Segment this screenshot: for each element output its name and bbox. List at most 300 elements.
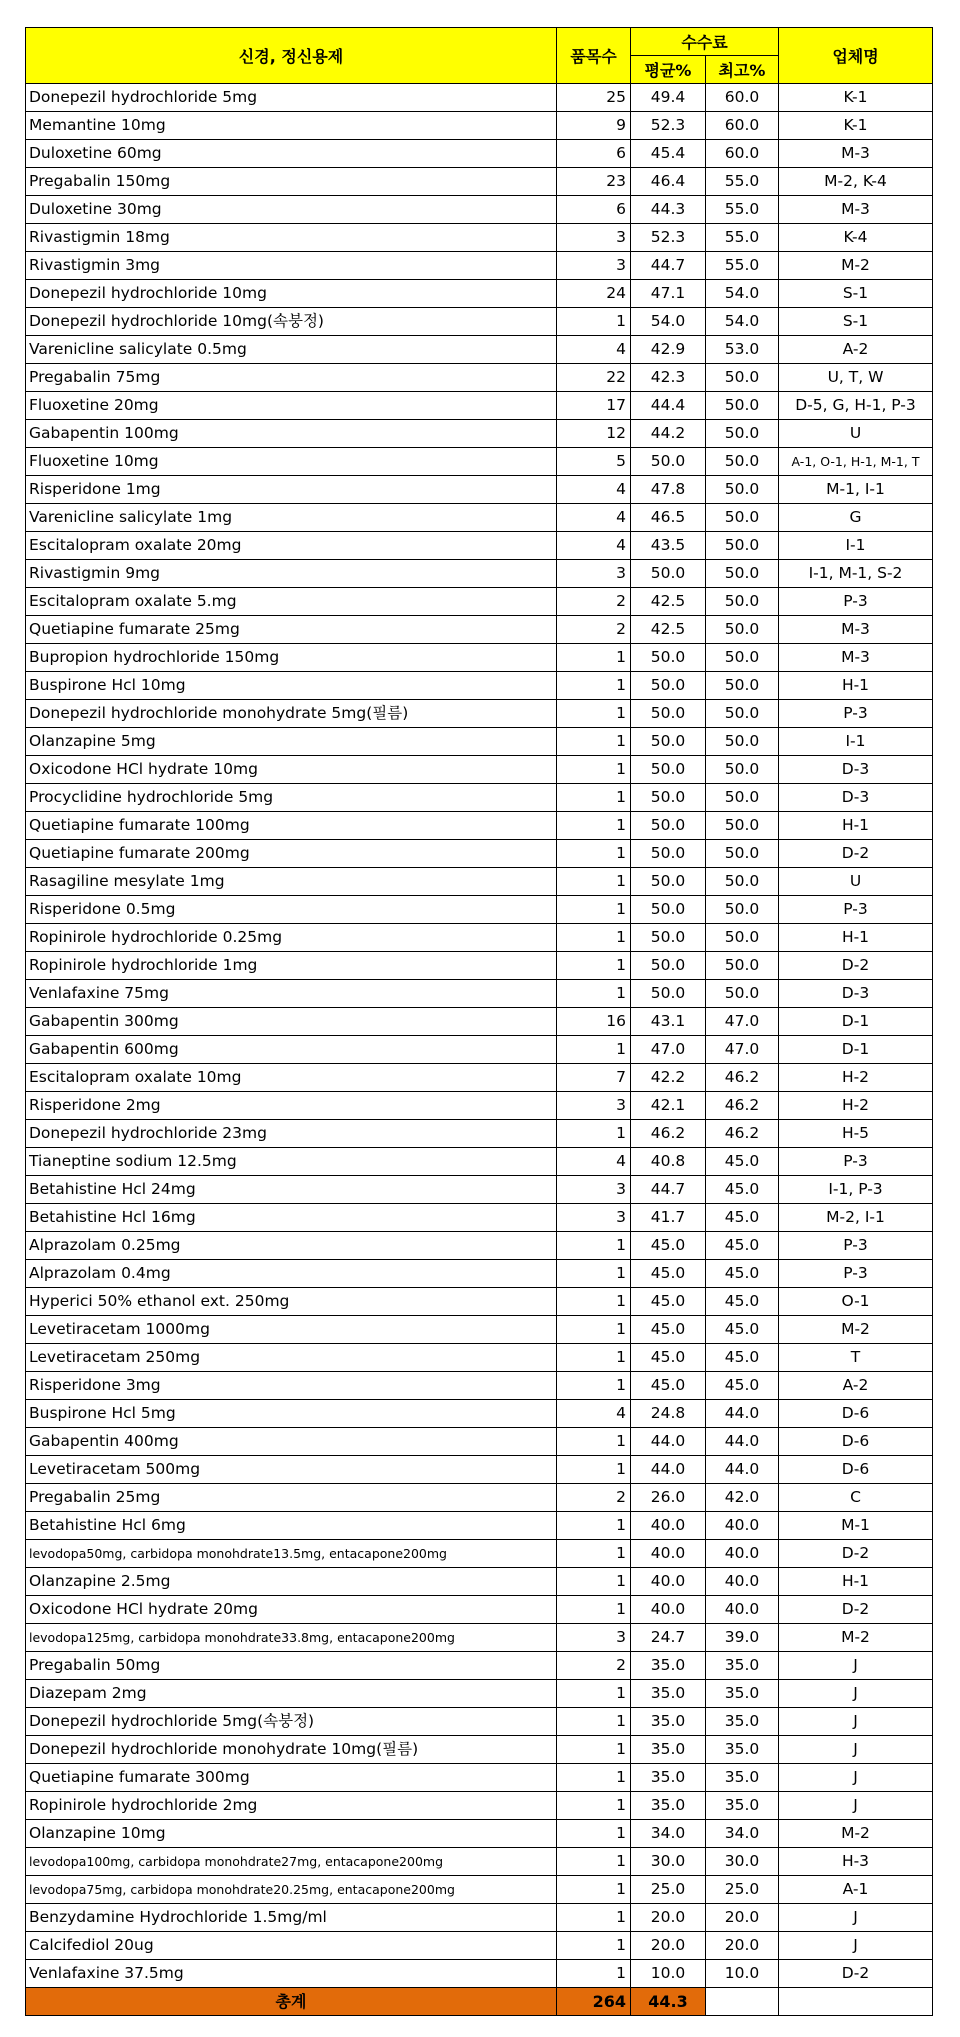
cell-count: 1 xyxy=(557,1736,631,1764)
cell-vendor: J xyxy=(779,1792,933,1820)
cell-avg: 50.0 xyxy=(631,756,706,784)
cell-max: 50.0 xyxy=(706,756,779,784)
cell-max: 50.0 xyxy=(706,896,779,924)
cell-name: Risperidone 1mg xyxy=(26,476,557,504)
cell-avg: 45.0 xyxy=(631,1288,706,1316)
cell-name: Benzydamine Hydrochloride 1.5mg/ml xyxy=(26,1904,557,1932)
cell-vendor: D-2 xyxy=(779,840,933,868)
cell-vendor: K-4 xyxy=(779,224,933,252)
cell-max: 35.0 xyxy=(706,1764,779,1792)
cell-name: levodopa75mg, carbidopa monohdrate20.25mg, entacapone200mg xyxy=(26,1876,557,1904)
cell-count: 1 xyxy=(557,1540,631,1568)
cell-vendor: H-1 xyxy=(779,924,933,952)
table-row xyxy=(26,532,933,560)
cell-avg: 50.0 xyxy=(631,896,706,924)
cell-count: 1 xyxy=(557,1232,631,1260)
cell-max: 45.0 xyxy=(706,1288,779,1316)
cell-vendor: P-3 xyxy=(779,1148,933,1176)
cell-vendor: C xyxy=(779,1484,933,1512)
cell-avg: 44.7 xyxy=(631,252,706,280)
header-category: 신경, 정신용제 xyxy=(26,28,557,84)
cell-name: Levetiracetam 500mg xyxy=(26,1456,557,1484)
table-row xyxy=(26,756,933,784)
cell-avg: 50.0 xyxy=(631,784,706,812)
cell-name: Donepezil hydrochloride 10mg xyxy=(26,280,557,308)
cell-avg: 50.0 xyxy=(631,560,706,588)
cell-count: 4 xyxy=(557,476,631,504)
cell-count: 1 xyxy=(557,1848,631,1876)
table-row xyxy=(26,280,933,308)
cell-avg: 44.4 xyxy=(631,392,706,420)
table-row xyxy=(26,308,933,336)
cell-avg: 50.0 xyxy=(631,644,706,672)
table-row xyxy=(26,1820,933,1848)
cell-count: 4 xyxy=(557,532,631,560)
cell-count: 3 xyxy=(557,252,631,280)
table-row xyxy=(26,1596,933,1624)
cell-count: 1 xyxy=(557,1932,631,1960)
cell-count: 1 xyxy=(557,308,631,336)
table-row xyxy=(26,1792,933,1820)
cell-name: Risperidone 2mg xyxy=(26,1092,557,1120)
table-row xyxy=(26,1540,933,1568)
cell-vendor: H-3 xyxy=(779,1848,933,1876)
cell-name: Duloxetine 60mg xyxy=(26,140,557,168)
cell-max: 50.0 xyxy=(706,784,779,812)
cell-avg: 47.8 xyxy=(631,476,706,504)
cell-avg: 50.0 xyxy=(631,700,706,728)
cell-count: 9 xyxy=(557,112,631,140)
cell-vendor: I-1, P-3 xyxy=(779,1176,933,1204)
table-row xyxy=(26,840,933,868)
cell-count: 1 xyxy=(557,980,631,1008)
cell-count: 17 xyxy=(557,392,631,420)
cell-max: 35.0 xyxy=(706,1680,779,1708)
cell-count: 1 xyxy=(557,1596,631,1624)
cell-max: 44.0 xyxy=(706,1400,779,1428)
cell-avg: 50.0 xyxy=(631,840,706,868)
cell-max: 42.0 xyxy=(706,1484,779,1512)
cell-avg: 35.0 xyxy=(631,1680,706,1708)
cell-avg: 47.0 xyxy=(631,1036,706,1064)
cell-count: 1 xyxy=(557,840,631,868)
cell-max: 50.0 xyxy=(706,672,779,700)
cell-vendor: D-1 xyxy=(779,1036,933,1064)
cell-vendor: M-2 xyxy=(779,1820,933,1848)
cell-avg: 50.0 xyxy=(631,952,706,980)
cell-vendor: U xyxy=(779,420,933,448)
cell-max: 45.0 xyxy=(706,1204,779,1232)
cell-count: 1 xyxy=(557,1428,631,1456)
cell-max: 50.0 xyxy=(706,448,779,476)
cell-count: 22 xyxy=(557,364,631,392)
cell-count: 12 xyxy=(557,420,631,448)
cell-avg: 20.0 xyxy=(631,1932,706,1960)
cell-vendor: D-3 xyxy=(779,756,933,784)
table-row xyxy=(26,1960,933,1988)
table-row xyxy=(26,672,933,700)
cell-name: Fluoxetine 20mg xyxy=(26,392,557,420)
cell-name: Olanzapine 5mg xyxy=(26,728,557,756)
cell-count: 1 xyxy=(557,1764,631,1792)
cell-name: Memantine 10mg xyxy=(26,112,557,140)
table-row xyxy=(26,112,933,140)
cell-name: Pregabalin 75mg xyxy=(26,364,557,392)
cell-vendor: D-6 xyxy=(779,1428,933,1456)
cell-count: 1 xyxy=(557,784,631,812)
cell-count: 1 xyxy=(557,1372,631,1400)
cell-max: 50.0 xyxy=(706,812,779,840)
cell-max: 60.0 xyxy=(706,112,779,140)
cell-avg: 42.1 xyxy=(631,1092,706,1120)
cell-avg: 49.4 xyxy=(631,84,706,112)
cell-count: 1 xyxy=(557,1904,631,1932)
header-fee: 수수료 xyxy=(631,28,779,56)
cell-vendor: J xyxy=(779,1680,933,1708)
cell-vendor: K-1 xyxy=(779,112,933,140)
cell-max: 46.2 xyxy=(706,1064,779,1092)
cell-max: 50.0 xyxy=(706,364,779,392)
header-count: 품목수 xyxy=(557,28,631,84)
table-row xyxy=(26,1652,933,1680)
cell-count: 1 xyxy=(557,1260,631,1288)
cell-count: 1 xyxy=(557,672,631,700)
cell-count: 1 xyxy=(557,896,631,924)
cell-avg: 42.3 xyxy=(631,364,706,392)
cell-max: 46.2 xyxy=(706,1120,779,1148)
cell-max: 54.0 xyxy=(706,280,779,308)
cell-count: 1 xyxy=(557,700,631,728)
cell-count: 4 xyxy=(557,336,631,364)
cell-avg: 54.0 xyxy=(631,308,706,336)
table-row xyxy=(26,1232,933,1260)
cell-vendor: H-1 xyxy=(779,1568,933,1596)
table-row xyxy=(26,588,933,616)
table-row xyxy=(26,336,933,364)
cell-max: 50.0 xyxy=(706,588,779,616)
header-avg: 평균% xyxy=(631,56,706,84)
table-row xyxy=(26,448,933,476)
cell-avg: 35.0 xyxy=(631,1708,706,1736)
total-vendor-empty xyxy=(779,1988,933,2016)
table-row xyxy=(26,560,933,588)
cell-max: 35.0 xyxy=(706,1736,779,1764)
cell-name: Tianeptine sodium 12.5mg xyxy=(26,1148,557,1176)
cell-name: levodopa50mg, carbidopa monohdrate13.5mg, entacapone200mg xyxy=(26,1540,557,1568)
cell-name: Donepezil hydrochloride 5mg(속붕정) xyxy=(26,1708,557,1736)
cell-max: 40.0 xyxy=(706,1568,779,1596)
table-row xyxy=(26,392,933,420)
cell-max: 50.0 xyxy=(706,532,779,560)
cell-count: 3 xyxy=(557,1092,631,1120)
cell-name: Gabapentin 300mg xyxy=(26,1008,557,1036)
table-row xyxy=(26,1904,933,1932)
cell-avg: 42.5 xyxy=(631,588,706,616)
cell-vendor: U, T, W xyxy=(779,364,933,392)
cell-count: 1 xyxy=(557,1876,631,1904)
cell-count: 1 xyxy=(557,1316,631,1344)
cell-count: 1 xyxy=(557,1288,631,1316)
cell-max: 50.0 xyxy=(706,616,779,644)
cell-avg: 52.3 xyxy=(631,224,706,252)
cell-vendor: M-2, K-4 xyxy=(779,168,933,196)
cell-count: 1 xyxy=(557,1708,631,1736)
cell-name: Donepezil hydrochloride 10mg(속붕정) xyxy=(26,308,557,336)
table-row xyxy=(26,1848,933,1876)
cell-avg: 44.2 xyxy=(631,420,706,448)
cell-vendor: U xyxy=(779,868,933,896)
cell-name: Duloxetine 30mg xyxy=(26,196,557,224)
cell-avg: 45.0 xyxy=(631,1344,706,1372)
table-body xyxy=(26,84,933,1988)
cell-max: 45.0 xyxy=(706,1260,779,1288)
cell-avg: 42.2 xyxy=(631,1064,706,1092)
cell-vendor: P-3 xyxy=(779,896,933,924)
cell-name: Rivastigmin 3mg xyxy=(26,252,557,280)
cell-vendor: D-2 xyxy=(779,1960,933,1988)
cell-name: Diazepam 2mg xyxy=(26,1680,557,1708)
cell-avg: 50.0 xyxy=(631,868,706,896)
table-row xyxy=(26,1204,933,1232)
cell-avg: 45.0 xyxy=(631,1232,706,1260)
cell-avg: 46.5 xyxy=(631,504,706,532)
cell-vendor: J xyxy=(779,1904,933,1932)
cell-max: 50.0 xyxy=(706,868,779,896)
cell-vendor: J xyxy=(779,1932,933,1960)
cell-avg: 44.7 xyxy=(631,1176,706,1204)
cell-avg: 52.3 xyxy=(631,112,706,140)
cell-vendor: P-3 xyxy=(779,588,933,616)
cell-max: 44.0 xyxy=(706,1428,779,1456)
cell-count: 25 xyxy=(557,84,631,112)
cell-max: 46.2 xyxy=(706,1092,779,1120)
cell-name: Alprazolam 0.25mg xyxy=(26,1232,557,1260)
cell-vendor: A-2 xyxy=(779,1372,933,1400)
cell-name: Levetiracetam 1000mg xyxy=(26,1316,557,1344)
cell-vendor: H-5 xyxy=(779,1120,933,1148)
cell-max: 60.0 xyxy=(706,140,779,168)
cell-avg: 50.0 xyxy=(631,728,706,756)
cell-avg: 44.0 xyxy=(631,1428,706,1456)
cell-name: Donepezil hydrochloride 5mg xyxy=(26,84,557,112)
cell-vendor: I-1, M-1, S-2 xyxy=(779,560,933,588)
cell-name: Betahistine Hcl 24mg xyxy=(26,1176,557,1204)
cell-count: 1 xyxy=(557,1960,631,1988)
cell-name: Quetiapine fumarate 200mg xyxy=(26,840,557,868)
cell-max: 44.0 xyxy=(706,1456,779,1484)
cell-avg: 46.2 xyxy=(631,1120,706,1148)
table-row xyxy=(26,1008,933,1036)
cell-name: Quetiapine fumarate 100mg xyxy=(26,812,557,840)
cell-vendor: D-2 xyxy=(779,1540,933,1568)
cell-avg: 45.0 xyxy=(631,1372,706,1400)
cell-count: 1 xyxy=(557,1120,631,1148)
total-label: 총계 xyxy=(26,1988,557,2016)
cell-max: 53.0 xyxy=(706,336,779,364)
cell-max: 55.0 xyxy=(706,168,779,196)
table-row xyxy=(26,1428,933,1456)
cell-vendor: M-2, I-1 xyxy=(779,1204,933,1232)
cell-avg: 43.1 xyxy=(631,1008,706,1036)
cell-vendor: A-1 xyxy=(779,1876,933,1904)
header-vendor: 업체명 xyxy=(779,28,933,84)
cell-name: Donepezil hydrochloride monohydrate 5mg(필름) xyxy=(26,700,557,728)
cell-vendor: H-1 xyxy=(779,672,933,700)
cell-max: 40.0 xyxy=(706,1540,779,1568)
cell-avg: 35.0 xyxy=(631,1792,706,1820)
cell-max: 50.0 xyxy=(706,980,779,1008)
cell-name: Varenicline salicylate 0.5mg xyxy=(26,336,557,364)
cell-vendor: M-3 xyxy=(779,644,933,672)
cell-avg: 42.5 xyxy=(631,616,706,644)
cell-max: 35.0 xyxy=(706,1792,779,1820)
table-row xyxy=(26,504,933,532)
cell-name: Oxicodone HCl hydrate 20mg xyxy=(26,1596,557,1624)
cell-avg: 25.0 xyxy=(631,1876,706,1904)
cell-max: 34.0 xyxy=(706,1820,779,1848)
cell-count: 1 xyxy=(557,1820,631,1848)
cell-count: 1 xyxy=(557,1344,631,1372)
cell-avg: 40.0 xyxy=(631,1540,706,1568)
cell-avg: 24.7 xyxy=(631,1624,706,1652)
table-row xyxy=(26,616,933,644)
cell-avg: 40.0 xyxy=(631,1596,706,1624)
cell-vendor: J xyxy=(779,1652,933,1680)
cell-avg: 30.0 xyxy=(631,1848,706,1876)
table-row xyxy=(26,1512,933,1540)
cell-avg: 42.9 xyxy=(631,336,706,364)
cell-max: 50.0 xyxy=(706,644,779,672)
cell-avg: 50.0 xyxy=(631,812,706,840)
data-table xyxy=(25,27,933,2016)
cell-count: 3 xyxy=(557,560,631,588)
cell-max: 55.0 xyxy=(706,196,779,224)
cell-name: Olanzapine 2.5mg xyxy=(26,1568,557,1596)
cell-max: 45.0 xyxy=(706,1344,779,1372)
table-row xyxy=(26,1344,933,1372)
cell-vendor: P-3 xyxy=(779,1232,933,1260)
cell-avg: 35.0 xyxy=(631,1652,706,1680)
cell-avg: 45.0 xyxy=(631,1260,706,1288)
cell-name: Ropinirole hydrochloride 0.25mg xyxy=(26,924,557,952)
cell-vendor: G xyxy=(779,504,933,532)
cell-name: Ropinirole hydrochloride 1mg xyxy=(26,952,557,980)
cell-avg: 24.8 xyxy=(631,1400,706,1428)
cell-max: 50.0 xyxy=(706,504,779,532)
table-row xyxy=(26,140,933,168)
table-row xyxy=(26,476,933,504)
cell-max: 50.0 xyxy=(706,700,779,728)
total-count: 264 xyxy=(557,1988,631,2016)
cell-name: Ropinirole hydrochloride 2mg xyxy=(26,1792,557,1820)
cell-name: Rivastigmin 18mg xyxy=(26,224,557,252)
cell-name: levodopa100mg, carbidopa monohdrate27mg, entacapone200mg xyxy=(26,1848,557,1876)
cell-vendor: A-1, O-1, H-1, M-1, T xyxy=(779,448,933,476)
cell-vendor: P-3 xyxy=(779,700,933,728)
table-row xyxy=(26,1568,933,1596)
cell-name: Gabapentin 600mg xyxy=(26,1036,557,1064)
cell-avg: 26.0 xyxy=(631,1484,706,1512)
cell-avg: 45.0 xyxy=(631,1316,706,1344)
cell-avg: 40.0 xyxy=(631,1568,706,1596)
cell-name: Venlafaxine 75mg xyxy=(26,980,557,1008)
cell-name: Escitalopram oxalate 10mg xyxy=(26,1064,557,1092)
table-row xyxy=(26,420,933,448)
cell-count: 1 xyxy=(557,1680,631,1708)
cell-vendor: J xyxy=(779,1708,933,1736)
table-row xyxy=(26,1092,933,1120)
cell-count: 3 xyxy=(557,1176,631,1204)
cell-name: Venlafaxine 37.5mg xyxy=(26,1960,557,1988)
cell-max: 50.0 xyxy=(706,728,779,756)
cell-vendor: J xyxy=(779,1764,933,1792)
cell-name: Escitalopram oxalate 20mg xyxy=(26,532,557,560)
total-row xyxy=(26,1988,933,2016)
cell-max: 40.0 xyxy=(706,1596,779,1624)
table-row xyxy=(26,1708,933,1736)
table-row xyxy=(26,1764,933,1792)
cell-vendor: M-2 xyxy=(779,1316,933,1344)
cell-max: 40.0 xyxy=(706,1512,779,1540)
cell-count: 6 xyxy=(557,196,631,224)
cell-count: 6 xyxy=(557,140,631,168)
table-row xyxy=(26,784,933,812)
cell-vendor: M-2 xyxy=(779,1624,933,1652)
header-max: 최고% xyxy=(706,56,779,84)
cell-count: 4 xyxy=(557,1148,631,1176)
table-row xyxy=(26,1064,933,1092)
cell-vendor: D-3 xyxy=(779,980,933,1008)
cell-avg: 47.1 xyxy=(631,280,706,308)
table-row xyxy=(26,84,933,112)
cell-vendor: D-6 xyxy=(779,1400,933,1428)
cell-avg: 50.0 xyxy=(631,672,706,700)
cell-count: 4 xyxy=(557,504,631,532)
cell-name: Varenicline salicylate 1mg xyxy=(26,504,557,532)
cell-name: Buspirone Hcl 5mg xyxy=(26,1400,557,1428)
cell-count: 16 xyxy=(557,1008,631,1036)
cell-max: 35.0 xyxy=(706,1652,779,1680)
cell-avg: 40.8 xyxy=(631,1148,706,1176)
cell-name: Gabapentin 400mg xyxy=(26,1428,557,1456)
cell-vendor: M-1 xyxy=(779,1512,933,1540)
table-row xyxy=(26,1260,933,1288)
cell-vendor: D-1 xyxy=(779,1008,933,1036)
cell-count: 1 xyxy=(557,756,631,784)
cell-max: 20.0 xyxy=(706,1904,779,1932)
cell-name: Donepezil hydrochloride 23mg xyxy=(26,1120,557,1148)
cell-count: 4 xyxy=(557,1400,631,1428)
cell-count: 2 xyxy=(557,588,631,616)
cell-count: 1 xyxy=(557,1456,631,1484)
cell-avg: 41.7 xyxy=(631,1204,706,1232)
table-row xyxy=(26,196,933,224)
cell-count: 1 xyxy=(557,644,631,672)
cell-vendor: S-1 xyxy=(779,280,933,308)
cell-max: 35.0 xyxy=(706,1708,779,1736)
cell-vendor: D-2 xyxy=(779,952,933,980)
cell-count: 2 xyxy=(557,1652,631,1680)
table-row xyxy=(26,364,933,392)
table-row xyxy=(26,980,933,1008)
table-row xyxy=(26,644,933,672)
cell-vendor: H-2 xyxy=(779,1092,933,1120)
cell-name: Escitalopram oxalate 5.mg xyxy=(26,588,557,616)
cell-max: 45.0 xyxy=(706,1316,779,1344)
cell-name: Olanzapine 10mg xyxy=(26,1820,557,1848)
cell-name: Buspirone Hcl 10mg xyxy=(26,672,557,700)
cell-vendor: H-1 xyxy=(779,812,933,840)
